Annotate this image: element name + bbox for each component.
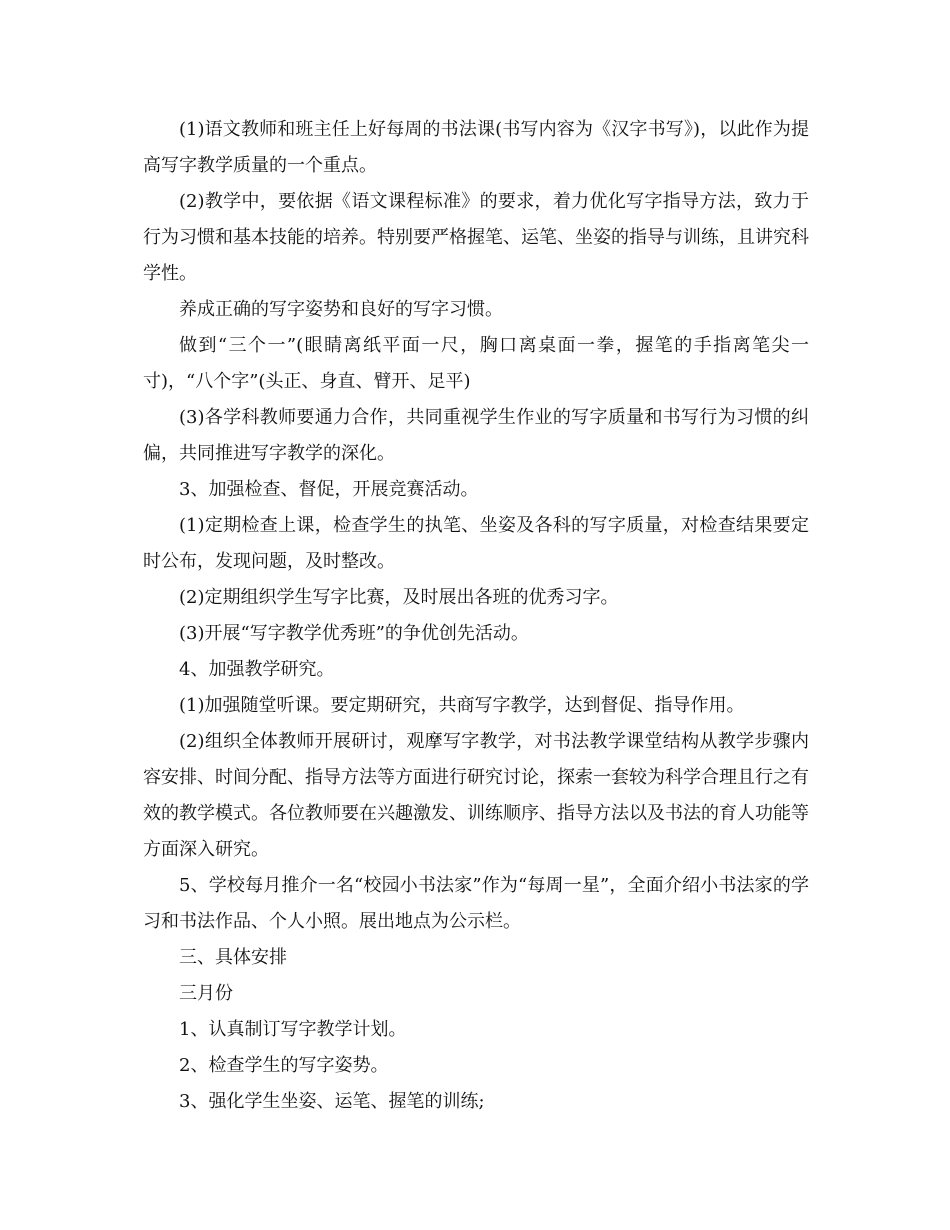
section-heading-arrangement: 三、具体安排: [179, 947, 287, 968]
list-item-2: 2、检查学生的写字姿势。: [179, 1055, 389, 1076]
paragraph-9: (3)开展“写字教学优秀班”的争优创先活动。: [179, 623, 529, 644]
paragraph-5: (3)各学科教师要通力合作，共同重视学生作业的写字质量和书写行为习惯的纠偏，共同推进写字教学的深化。: [143, 407, 809, 464]
list-item-3: 3、强化学生坐姿、运笔、握笔的训练;: [179, 1091, 485, 1112]
section-heading-3: 3、加强检查、督促，开展竞赛活动。: [179, 479, 479, 500]
paragraph-11: (1)加强随堂听课。要定期研究，共商写字教学，达到督促、指导作用。: [179, 695, 745, 716]
paragraph-13: 5、学校每月推介一名“校园小书法家”作为“每周一星”，全面介绍小书法家的学习和书法作品、个人小照。展出地点为公示栏。: [143, 875, 809, 932]
paragraph-8: (2)定期组织学生写字比赛，及时展出各班的优秀习字。: [179, 587, 619, 608]
month-heading-march: 三月份: [179, 983, 233, 1004]
section-heading-4: 4、加强教学研究。: [179, 659, 335, 680]
paragraph-1: (1)语文教师和班主任上好每周的书法课(书写内容为《汉字书写》)，以此作为提高写字教学质量的一个重点。: [143, 119, 809, 176]
paragraph-3: 养成正确的写字姿势和良好的写字习惯。: [179, 299, 503, 320]
paragraph-12: (2)组织全体教师开展研讨，观摩写字教学，对书法教学课堂结构从教学步骤内容安排、时间分配、指导方法等方面进行研究讨论，探索一套较为科学合理且行之有效的教学模式。各位教师要在兴趣激发、训练顺序、指导方法以及书法的育人功能等方面深入研究。: [143, 731, 809, 860]
paragraph-4: 做到“三个一”(眼睛离纸平面一尺，胸口离桌面一拳，握笔的手指离笔尖一寸)，“八个字”(头正、身直、臂开、足平): [143, 335, 809, 392]
list-item-1: 1、认真制订写字教学计划。: [179, 1019, 407, 1040]
paragraph-7: (1)定期检查上课，检查学生的执笔、坐姿及各科的写字质量，对检查结果要定时公布，发现问题，及时整改。: [143, 515, 809, 572]
paragraph-2: (2)教学中，要依据《语文课程标准》的要求，着力优化写字指导方法，致力于行为习惯和基本技能的培养。特别要严格握笔、运笔、坐姿的指导与训练，且讲究科学性。: [143, 191, 809, 284]
document-body: [143, 112, 809, 1120]
